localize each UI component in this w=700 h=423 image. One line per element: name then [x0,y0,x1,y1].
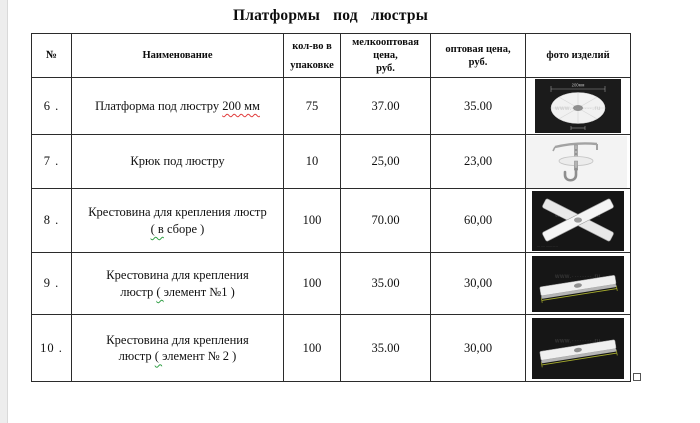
product-name-cell [72,189,284,253]
col-header-price-small-line2: цена, [373,50,398,62]
product-name-cell [72,253,284,315]
row-number-cell: 10 . [32,315,72,382]
product-name-line [72,284,283,301]
row-number-cell: 6 . [32,78,72,135]
product-name-line [72,221,283,238]
photo-watermark: www.········.ru [555,211,601,219]
col-header-price-small-line3: руб. [376,63,395,75]
wholesale-price-cell: 60,00 [431,189,526,253]
col-header-price-small [341,34,431,78]
qty-cell: 75 [284,78,341,135]
col-header-price-bulk-line2: руб. [468,56,488,68]
col-header-name-label: Наименование [142,50,213,62]
photo-cell [526,253,631,315]
col-header-price-bulk-line1: оптовая цена, [445,43,511,55]
col-header-num [32,34,72,78]
table-resize-handle[interactable] [633,373,641,381]
photo-caption: ··· ···· ······ ··· ·· [537,243,559,248]
qty-cell: 10 [284,135,341,189]
product-name-cell [72,135,284,189]
price-table [31,33,631,382]
photo-watermark: www.········.ru [555,105,601,113]
qty-cell: 100 [284,315,341,382]
row-number-cell: 8 . [32,189,72,253]
table-row [32,189,631,253]
qty-cell: 100 [284,253,341,315]
product-name-line [72,204,283,221]
col-header-price-bulk [431,34,526,78]
photo-cell [526,78,631,135]
photo-dimension-label: 200мм [571,82,585,88]
col-header-qty-line2: упаковке [290,59,334,71]
page-title: Платформы под люстры [232,7,428,24]
wholesale-price-cell: 30,00 [431,253,526,315]
product-name-text: Платформа под люстру [95,98,223,113]
col-header-photo-label: фото изделий [546,50,610,62]
spellcheck-marked-text: ( в [150,221,164,236]
table-row [32,78,631,135]
product-name-line [72,348,283,365]
product-name-text: элемент № 2 ) [162,349,237,364]
product-photo-hook [526,136,627,188]
col-header-price-small-line1: мелкооптовая [352,37,419,48]
spellcheck-marked-text: ( [154,349,163,364]
product-name-line [72,267,283,284]
row-number-cell: 7 . [32,135,72,189]
small-wholesale-price-cell: 25,00 [341,135,431,189]
product-photo-bar [532,318,624,379]
product-name-text: Крестовина для крепления [106,332,249,347]
table-row [32,253,631,315]
product-name-line [72,332,283,349]
product-name-cell [72,78,284,135]
table-row [32,315,631,382]
product-name-line [72,98,283,115]
product-name-cell [72,315,284,382]
small-wholesale-price-cell: 35.00 [341,253,431,315]
product-name-text: Крестовина для крепления люстр [88,205,267,219]
photo-cell [526,315,631,382]
product-name-text: сборе ) [163,221,205,236]
product-name-text: Крестовина для крепления [106,268,249,282]
spellcheck-marked-text: ( [156,284,164,299]
product-name-text: люстр [120,284,157,299]
small-wholesale-price-cell: 35.00 [341,315,431,382]
small-wholesale-price-cell: 37.00 [341,78,431,135]
photo-cell [526,189,631,253]
wholesale-price-cell: 35.00 [431,78,526,135]
product-name-text: элемент №1 ) [163,284,235,299]
product-name-line [72,153,283,170]
table-header-row [32,34,631,78]
col-header-num-label: № [45,48,58,61]
product-photo-cross [532,191,624,251]
photo-cell [526,135,631,189]
product-name-text: люстр [118,349,155,364]
product-photo-bar [532,256,624,312]
row-number-cell: 9 . [32,253,72,315]
small-wholesale-price-cell: 70.00 [341,189,431,253]
wholesale-price-cell: 23,00 [431,135,526,189]
col-header-name [72,34,284,78]
product-photo-platform [535,79,621,133]
qty-cell: 100 [284,189,341,253]
product-name-text: Крюк под люстру [130,154,225,169]
photo-watermark: www.········.ru [555,272,601,280]
table-row [32,135,631,189]
photo-watermark: www.········.ru [555,337,601,345]
spellcheck-marked-text: 200 мм [222,98,260,113]
col-header-qty-line1: кол-во в [292,40,332,52]
page-edge [0,0,8,423]
wholesale-price-cell: 30,00 [431,315,526,382]
col-header-qty [284,34,341,78]
col-header-photo [526,34,631,78]
